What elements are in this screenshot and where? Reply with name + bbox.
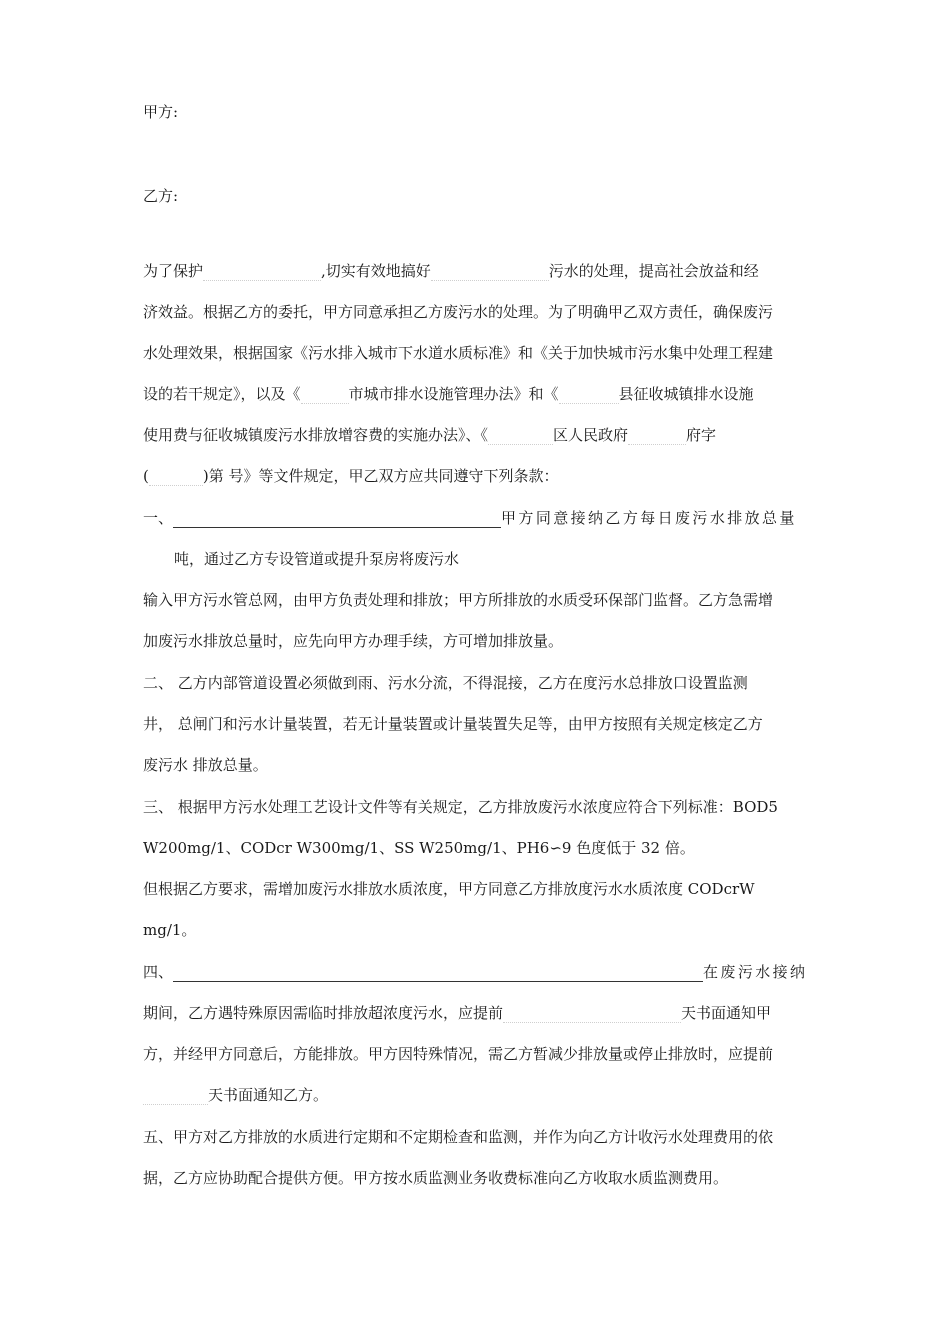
- blank-field: [143, 1090, 208, 1105]
- underline-field: [173, 513, 501, 528]
- clause-4-line-4: [143, 1085, 328, 1105]
- clause-1-line-3: 输入甲方污水管总网，由甲方负责处理和排放；甲方所排放的水质受环保部门监督。乙方急需增: [143, 591, 774, 609]
- intro-line-4: [143, 384, 754, 404]
- intro-line-1: [143, 261, 759, 281]
- clause-5-line-1: 五、甲方对乙方排放的水质进行定期和不定期检查和监测，并作为向乙方计收污水处理费用的依: [143, 1128, 774, 1146]
- clause-3-line-2: W200mg/1、CODcr W300mg/1、SS W250mg/1、PH6∽9 色度低于 32 倍。: [143, 839, 695, 857]
- blank-field: [149, 471, 203, 486]
- clause-2-line-3: 废污水 排放总量。: [143, 756, 268, 774]
- clause-number: 一、: [143, 509, 174, 527]
- clause-4-line-3: 方，并经甲方同意后，方能排放。甲方因特殊情况，需乙方暂减少排放量或停止排放时，应提前: [143, 1045, 774, 1063]
- intro-line-3: 水处理效果，根据国家《污水排入城市下水道水质标准》和《关于加快城市污水集中处理工程建: [143, 344, 774, 362]
- text: 天书面通知乙方。: [208, 1086, 329, 1104]
- clause-3-line-3: 但根据乙方要求，需增加废污水排放水质浓度，甲方同意乙方排放度污水水质浓度 CODcrW: [143, 880, 755, 898]
- text: 甲方同意接纳乙方每日废污水排放总量: [501, 509, 797, 527]
- clause-2-line-2: 井， 总闸门和污水计量装置，若无计量装置或计量装置失足等，由甲方按照有关规定核定乙方: [143, 715, 763, 733]
- text: 府字: [686, 426, 717, 444]
- text: 污水的处理，提高社会放益和经: [548, 262, 759, 280]
- clause-3-line-1: 三、 根据甲方污水处理工艺设计文件等有关规定，乙方排放废污水浓度应符合下列标准：BOD5: [143, 798, 778, 816]
- clause-5-line-2: 据，乙方应协助配合提供方便。甲方按水质监测业务收费标准向乙方收取水质监测费用。: [143, 1169, 729, 1187]
- party-b-label: 乙方:: [143, 187, 179, 205]
- text: 设的若干规定》，以及《: [143, 385, 301, 403]
- blank-field: [431, 266, 549, 281]
- blank-field: [628, 430, 686, 445]
- intro-line-2: 济效益。根据乙方的委托，甲方同意承担乙方废污水的处理。为了明确甲乙双方责任，确保废污: [143, 303, 774, 321]
- text: ,切实有效地搞好: [321, 262, 431, 280]
- clause-1-line-2: 吨，通过乙方专设管道或提升泵房将废污水: [174, 550, 460, 568]
- blank-field: [301, 389, 349, 404]
- text: 区人民政府: [553, 426, 629, 444]
- text: 市城市排水设施管理办法》和《: [348, 385, 559, 403]
- clause-2-line-1: 二、 乙方内部管道设置必须做到雨、污水分流，不得混接，乙方在度污水总排放口设置监测: [143, 674, 748, 692]
- text: 在废污水接纳: [703, 963, 808, 981]
- clause-3-line-4: mg/1。: [143, 921, 197, 939]
- blank-field: [488, 430, 553, 445]
- text: 天书面通知甲: [681, 1004, 772, 1022]
- text: 县征收城镇排水设施: [618, 385, 754, 403]
- blank-field: [203, 266, 321, 281]
- party-a-label: 甲方:: [143, 103, 179, 121]
- clause-1-line-4: 加废污水排放总量时，应先向甲方办理手续，方可增加排放量。: [143, 632, 564, 650]
- intro-line-6: [143, 466, 558, 486]
- text: )第 号》等文件规定，甲乙双方应共同遵守下列条款：: [202, 467, 559, 485]
- clause-4-line-1: [143, 962, 807, 982]
- text: (: [143, 467, 149, 485]
- text: 为了保护: [143, 262, 204, 280]
- intro-line-5: [143, 425, 716, 445]
- text: 使用费与征收城镇废污水排放增容费的实施办法》、《: [143, 426, 489, 444]
- text: 期间，乙方遇特殊原因需临时排放超浓度污水，应提前: [143, 1004, 504, 1022]
- blank-field: [559, 389, 619, 404]
- clause-4-line-2: [143, 1003, 771, 1023]
- clause-number: 四、: [143, 963, 174, 981]
- blank-field: [503, 1008, 681, 1023]
- underline-field: [173, 967, 703, 982]
- clause-1-line-1: [143, 508, 797, 528]
